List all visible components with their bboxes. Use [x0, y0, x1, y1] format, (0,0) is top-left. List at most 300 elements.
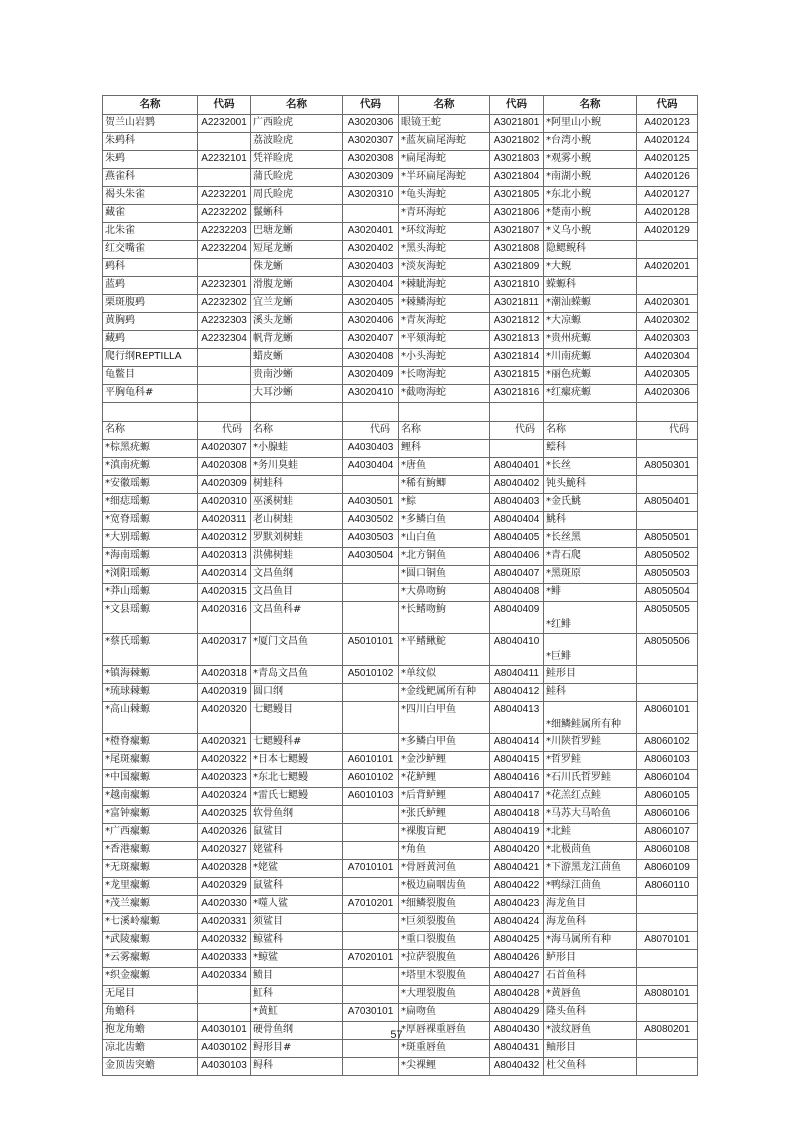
- code-cell: A4020303: [637, 331, 698, 349]
- header-name: 名称: [103, 96, 198, 115]
- name-cell: *楚南小鲵: [544, 205, 637, 223]
- name-cell: *丽色疣螈: [544, 367, 637, 385]
- name-cell: *宽脊瑶螈: [103, 512, 198, 530]
- name-cell: 溪头龙蜥: [251, 313, 343, 331]
- code-cell: A3020408: [343, 349, 399, 367]
- name-cell: *小腺蛙: [251, 440, 343, 458]
- code-cell: A8040412: [490, 684, 544, 702]
- code-cell: A8040429: [490, 1004, 544, 1022]
- name-cell: *东北小鲵: [544, 187, 637, 205]
- code-cell: A8040413: [490, 702, 544, 734]
- code-cell: A4030101: [198, 1022, 251, 1040]
- name-cell: *下游黑龙江茴鱼: [544, 860, 637, 878]
- table-row: [103, 932, 698, 950]
- code-cell: [343, 684, 399, 702]
- name-cell: *广西瘰螈: [103, 824, 198, 842]
- table-row: [103, 788, 698, 806]
- code-cell: A8040416: [490, 770, 544, 788]
- name-cell: [544, 634, 637, 666]
- name-cell: *青灰海蛇: [399, 313, 490, 331]
- table-row: [103, 842, 698, 860]
- code-cell: A8040425: [490, 932, 544, 950]
- code-cell: [343, 1058, 399, 1076]
- name-cell: 巴塘龙蜥: [251, 223, 343, 241]
- code-cell: A4020315: [198, 584, 251, 602]
- table-row: [103, 530, 698, 548]
- code-cell: A2232301: [198, 277, 251, 295]
- code-cell: A4020310: [198, 494, 251, 512]
- header-code: 代码: [198, 422, 251, 440]
- name-cell: 鲑科: [544, 684, 637, 702]
- code-cell: A4020325: [198, 806, 251, 824]
- code-cell: A6010102: [343, 770, 399, 788]
- empty-cell: [343, 403, 399, 422]
- code-cell: A3021809: [490, 259, 544, 277]
- code-cell: A8040408: [490, 584, 544, 602]
- name-cell: *红瘰疣螈: [544, 385, 637, 403]
- name-cell: 鲿科: [544, 440, 637, 458]
- code-cell: A3020404: [343, 277, 399, 295]
- table-row: [103, 385, 698, 403]
- code-cell: A3021801: [490, 115, 544, 133]
- name-cell: *鲸鲨: [251, 950, 343, 968]
- header-name: 名称: [544, 422, 637, 440]
- name-cell: *越南瘰螈: [103, 788, 198, 806]
- code-cell: A8060103: [637, 752, 698, 770]
- code-cell: A4030502: [343, 512, 399, 530]
- table-row: [103, 806, 698, 824]
- code-cell: A4030404: [343, 458, 399, 476]
- code-cell: A4030103: [198, 1058, 251, 1076]
- name-cell: *重口裂腹鱼: [399, 932, 490, 950]
- code-cell: A3020405: [343, 295, 399, 313]
- code-cell: A8080201: [637, 1022, 698, 1040]
- code-cell: [343, 476, 399, 494]
- code-cell: [637, 440, 698, 458]
- code-cell: A8040431: [490, 1040, 544, 1058]
- name-cell: *骨唇黄河鱼: [399, 860, 490, 878]
- name-cell: *贵州疣螈: [544, 331, 637, 349]
- name-cell: *黄唇鱼: [544, 986, 637, 1004]
- code-cell: A3021807: [490, 223, 544, 241]
- name-cell: 圆口纲: [251, 684, 343, 702]
- name-cell: *山白鱼: [399, 530, 490, 548]
- name-cell: 褐头朱雀: [103, 187, 198, 205]
- name-cell: *张氏鲈鲤: [399, 806, 490, 824]
- name-cell: *尖裸鲤: [399, 1058, 490, 1076]
- name-cell: *北极茴鱼: [544, 842, 637, 860]
- code-cell: A8060102: [637, 734, 698, 752]
- name-cell: *琉球棘螈: [103, 684, 198, 702]
- code-cell: A8040430: [490, 1022, 544, 1040]
- code-cell: A4020304: [637, 349, 698, 367]
- code-cell: A8040432: [490, 1058, 544, 1076]
- code-cell: A8050505: [637, 602, 698, 634]
- code-cell: [343, 914, 399, 932]
- name-cell: *角鱼: [399, 842, 490, 860]
- code-cell: A8040428: [490, 986, 544, 1004]
- code-cell: [198, 367, 251, 385]
- code-cell: [198, 133, 251, 151]
- name-cell: *织金瘰螈: [103, 968, 198, 986]
- name-cell: 鹀科: [103, 259, 198, 277]
- name-cell: *长丝: [544, 458, 637, 476]
- table-row: [103, 878, 698, 896]
- table-row: [103, 1004, 698, 1022]
- code-cell: A4030501: [343, 494, 399, 512]
- code-cell: A4020322: [198, 752, 251, 770]
- name-cell: *斑重唇鱼: [399, 1040, 490, 1058]
- name-cell: 贺兰山岩鹨: [103, 115, 198, 133]
- name-cell: *单纹似: [399, 666, 490, 684]
- code-cell: A8040406: [490, 548, 544, 566]
- code-cell: A4020333: [198, 950, 251, 968]
- header-code: 代码: [637, 96, 698, 115]
- table-row: [103, 259, 698, 277]
- name-cell: 树蛙科: [251, 476, 343, 494]
- name-cell: 抱龙角蟾: [103, 1022, 198, 1040]
- table-row: [103, 187, 698, 205]
- code-cell: A4020319: [198, 684, 251, 702]
- name-cell: [544, 602, 637, 634]
- name-cell: *圆口铜鱼: [399, 566, 490, 584]
- name-cell: 北朱雀: [103, 223, 198, 241]
- name-cell: 隐鳃鲵科: [544, 241, 637, 259]
- header-name: 名称: [544, 96, 637, 115]
- code-cell: A4020306: [637, 385, 698, 403]
- empty-cell: [198, 403, 251, 422]
- code-cell: A4020328: [198, 860, 251, 878]
- code-cell: A3021806: [490, 205, 544, 223]
- name-cell: *高山棘螈: [103, 702, 198, 734]
- code-cell: A8040424: [490, 914, 544, 932]
- name-cell: 侏龙蜥: [251, 259, 343, 277]
- name-cell: *鯮: [399, 494, 490, 512]
- code-cell: A8040410: [490, 634, 544, 666]
- table-row: [103, 349, 698, 367]
- name-cell: *花羔红点鲑: [544, 788, 637, 806]
- code-cell: [343, 205, 399, 223]
- code-cell: A4020324: [198, 788, 251, 806]
- name-cell: 硬骨鱼纲: [251, 1022, 343, 1040]
- code-cell: A2232203: [198, 223, 251, 241]
- name-cell: 红交嘴雀: [103, 241, 198, 259]
- code-cell: A8040415: [490, 752, 544, 770]
- name-cell: *浏阳瑶螈: [103, 566, 198, 584]
- name-cell: 石首鱼科: [544, 968, 637, 986]
- name-cell: 鲤科: [399, 440, 490, 458]
- name-cell: *拉萨裂腹鱼: [399, 950, 490, 968]
- code-cell: A8060107: [637, 824, 698, 842]
- code-cell: [343, 584, 399, 602]
- code-cell: A2232201: [198, 187, 251, 205]
- code-cell: A7020101: [343, 950, 399, 968]
- code-cell: A3020407: [343, 331, 399, 349]
- code-cell: A3021812: [490, 313, 544, 331]
- name-cell: 鲟形目#: [251, 1040, 343, 1058]
- name-cell: *后背鲈鲤: [399, 788, 490, 806]
- code-cell: A3020306: [343, 115, 399, 133]
- code-cell: A3020308: [343, 151, 399, 169]
- name-cell: 鼠鲨科: [251, 878, 343, 896]
- name-cell: 贵南沙蜥: [251, 367, 343, 385]
- code-cell: A8040402: [490, 476, 544, 494]
- table-row: [103, 986, 698, 1004]
- name-cell: 凭祥睑虎: [251, 151, 343, 169]
- name-cell: 藏雀: [103, 205, 198, 223]
- name-cell: *棘眦海蛇: [399, 277, 490, 295]
- name-cell: *大理裂腹鱼: [399, 986, 490, 1004]
- empty-cell: [490, 403, 544, 422]
- name-cell: *马苏大马哈鱼: [544, 806, 637, 824]
- code-cell: A3021805: [490, 187, 544, 205]
- code-cell: A4020326: [198, 824, 251, 842]
- table-row: [103, 548, 698, 566]
- empty-cell: [544, 403, 637, 422]
- code-cell: A2232204: [198, 241, 251, 259]
- code-cell: [637, 241, 698, 259]
- name-cell: 荔波睑虎: [251, 133, 343, 151]
- name-cell: *尾斑瘰螈: [103, 752, 198, 770]
- code-cell: A4020301: [637, 295, 698, 313]
- name-cell: *富钟瘰螈: [103, 806, 198, 824]
- name-cell: 蜡皮蜥: [251, 349, 343, 367]
- name-cell: *平颏海蛇: [399, 331, 490, 349]
- table-row: [103, 666, 698, 684]
- name-cell: *橙脊瘰螈: [103, 734, 198, 752]
- name-cell: *稀有鮈鲫: [399, 476, 490, 494]
- header-code: 代码: [343, 96, 399, 115]
- code-cell: A8040420: [490, 842, 544, 860]
- name-cell: 杜父鱼科: [544, 1058, 637, 1076]
- name-cell: 海龙鱼科: [544, 914, 637, 932]
- header-code: 代码: [490, 422, 544, 440]
- name-cell: *东北七鳃鳗: [251, 770, 343, 788]
- table-row: [103, 734, 698, 752]
- code-cell: A4020128: [637, 205, 698, 223]
- code-cell: A8080101: [637, 986, 698, 1004]
- name-cell: *安徽瑶螈: [103, 476, 198, 494]
- code-cell: A8050503: [637, 566, 698, 584]
- code-cell: A8040423: [490, 896, 544, 914]
- name-cell: *北鲑: [544, 824, 637, 842]
- table-row: [103, 602, 698, 634]
- code-cell: A8050506: [637, 634, 698, 666]
- name-cell: 七鳃鳗科#: [251, 734, 343, 752]
- code-cell: A4020311: [198, 512, 251, 530]
- code-cell: A3020309: [343, 169, 399, 187]
- name-cell: 广西睑虎: [251, 115, 343, 133]
- code-cell: A3021813: [490, 331, 544, 349]
- name-cell: 巫溪树蛙: [251, 494, 343, 512]
- name-cell: *四川白甲鱼: [399, 702, 490, 734]
- table2-header-row: [103, 422, 698, 440]
- table-row: [103, 440, 698, 458]
- code-cell: A3021814: [490, 349, 544, 367]
- name-cell: 朱鹀: [103, 151, 198, 169]
- table-row: [103, 331, 698, 349]
- table-row: [103, 950, 698, 968]
- name-cell: 罗默刘树蛙: [251, 530, 343, 548]
- code-cell: [198, 1004, 251, 1022]
- table-row: [103, 824, 698, 842]
- name-cell: *金氏鮡: [544, 494, 637, 512]
- code-cell: A8060110: [637, 878, 698, 896]
- name-cell: *波纹唇鱼: [544, 1022, 637, 1040]
- name-cell: 文昌鱼科#: [251, 602, 343, 634]
- code-cell: A8040419: [490, 824, 544, 842]
- name-cell: *哲罗鲑: [544, 752, 637, 770]
- name-cell: *武陵瘰螈: [103, 932, 198, 950]
- name-cell: *无斑瘰螈: [103, 860, 198, 878]
- name-cell: 金顶齿突蟾: [103, 1058, 198, 1076]
- name-cell: *塔里木裂腹鱼: [399, 968, 490, 986]
- table-row: [103, 205, 698, 223]
- table-row: [103, 295, 698, 313]
- table-row: [103, 566, 698, 584]
- code-cell: A7010201: [343, 896, 399, 914]
- name-cell: 平胸龟科#: [103, 385, 198, 403]
- code-cell: [637, 968, 698, 986]
- code-cell: [343, 806, 399, 824]
- name-cell: *川陕哲罗鲑: [544, 734, 637, 752]
- table-row: [103, 860, 698, 878]
- code-cell: A6010103: [343, 788, 399, 806]
- code-cell: A8060109: [637, 860, 698, 878]
- code-cell: [637, 666, 698, 684]
- table-row: [103, 770, 698, 788]
- code-cell: A8050301: [637, 458, 698, 476]
- code-cell: A8050401: [637, 494, 698, 512]
- code-cell: A4020307: [198, 440, 251, 458]
- name-cell: *龟头海蛇: [399, 187, 490, 205]
- code-cell: A5010101: [343, 634, 399, 666]
- header-name: 名称: [399, 96, 490, 115]
- code-cell: A2232303: [198, 313, 251, 331]
- header-name: 名称: [399, 422, 490, 440]
- table-row: [103, 684, 698, 702]
- name-cell: 文昌鱼目: [251, 584, 343, 602]
- code-cell: A3021808: [490, 241, 544, 259]
- table-row: [103, 494, 698, 512]
- name-cell: 隆头鱼科: [544, 1004, 637, 1022]
- empty-cell: [251, 403, 343, 422]
- name-cell: *截吻海蛇: [399, 385, 490, 403]
- code-cell: [343, 878, 399, 896]
- code-cell: A8040411: [490, 666, 544, 684]
- name-cell: 朱鹀科: [103, 133, 198, 151]
- name-cell: *姥鲨: [251, 860, 343, 878]
- code-cell: A4020330: [198, 896, 251, 914]
- name-cell: *平鳍鳅鮀: [399, 634, 490, 666]
- code-cell: A4020201: [637, 259, 698, 277]
- code-cell: A4030102: [198, 1040, 251, 1058]
- empty-cell: [637, 403, 698, 422]
- name-cell: 姥鲨科: [251, 842, 343, 860]
- code-cell: A3021816: [490, 385, 544, 403]
- code-cell: A4020308: [198, 458, 251, 476]
- code-cell: A8060101: [637, 702, 698, 734]
- code-cell: A4020313: [198, 548, 251, 566]
- name-cell: 大耳沙蜥: [251, 385, 343, 403]
- header-name: 名称: [251, 96, 343, 115]
- code-cell: [637, 1004, 698, 1022]
- code-cell: [343, 1040, 399, 1058]
- code-cell: A4030504: [343, 548, 399, 566]
- code-cell: A4020327: [198, 842, 251, 860]
- name-cell: *雷氏七鳃鳗: [251, 788, 343, 806]
- name-cell: 钝头鮠科: [544, 476, 637, 494]
- code-cell: A4030503: [343, 530, 399, 548]
- name-cell: *务川臭蛙: [251, 458, 343, 476]
- name-cell: 鲈形目: [544, 950, 637, 968]
- code-cell: A4020309: [198, 476, 251, 494]
- name-cell: *扁吻鱼: [399, 1004, 490, 1022]
- name-cell: *花鲈鲤: [399, 770, 490, 788]
- name-cell: 蝾螈科: [544, 277, 637, 295]
- header-code: 代码: [343, 422, 399, 440]
- name-cell: *淡灰海蛇: [399, 259, 490, 277]
- name-cell: *义乌小鲵: [544, 223, 637, 241]
- name-cell: *金沙鲈鲤: [399, 752, 490, 770]
- code-cell: A8040417: [490, 788, 544, 806]
- name-cell: *莽山瑶螈: [103, 584, 198, 602]
- name-cell: *青石爬: [544, 548, 637, 566]
- name-cell: *环纹海蛇: [399, 223, 490, 241]
- table-row: [103, 476, 698, 494]
- name-cell: 鲉形目: [544, 1040, 637, 1058]
- code-cell: A8040427: [490, 968, 544, 986]
- code-cell: [637, 914, 698, 932]
- code-cell: A4020312: [198, 530, 251, 548]
- table1-header-row: [103, 96, 698, 115]
- table-row: [103, 634, 698, 666]
- name-cell: 鲸鲨科: [251, 932, 343, 950]
- name-cell: *潮汕蝾螈: [544, 295, 637, 313]
- code-cell: [637, 1058, 698, 1076]
- name-cell: *扁尾海蛇: [399, 151, 490, 169]
- code-cell: [343, 842, 399, 860]
- code-cell: A8040404: [490, 512, 544, 530]
- code-cell: A4020129: [637, 223, 698, 241]
- code-cell: [490, 440, 544, 458]
- name-cell: *日本七鳃鳗: [251, 752, 343, 770]
- name-cell: *龙里瘰螈: [103, 878, 198, 896]
- code-cell: [198, 385, 251, 403]
- name-cell: *中国瘰螈: [103, 770, 198, 788]
- name-cell: *镇海棘螈: [103, 666, 198, 684]
- name-cell: 洪佛树蛙: [251, 548, 343, 566]
- name-cell: *厚唇裸重唇鱼: [399, 1022, 490, 1040]
- code-cell: A4020318: [198, 666, 251, 684]
- code-cell: [343, 824, 399, 842]
- name-cell: [544, 702, 637, 734]
- code-cell: A4020329: [198, 878, 251, 896]
- name-cell: 帆背龙蜥: [251, 331, 343, 349]
- name-cell: *多鳞白鱼: [399, 512, 490, 530]
- code-cell: A2232202: [198, 205, 251, 223]
- separator-row: [103, 403, 698, 422]
- code-cell: A8040407: [490, 566, 544, 584]
- name-cell: 文昌鱼纲: [251, 566, 343, 584]
- name-cell: 眼镜王蛇: [399, 115, 490, 133]
- name-cell: 魟科: [251, 986, 343, 1004]
- name-cell: *云雾瘰螈: [103, 950, 198, 968]
- code-cell: [343, 734, 399, 752]
- table-row: [103, 277, 698, 295]
- code-cell: A4020317: [198, 634, 251, 666]
- code-cell: A4020126: [637, 169, 698, 187]
